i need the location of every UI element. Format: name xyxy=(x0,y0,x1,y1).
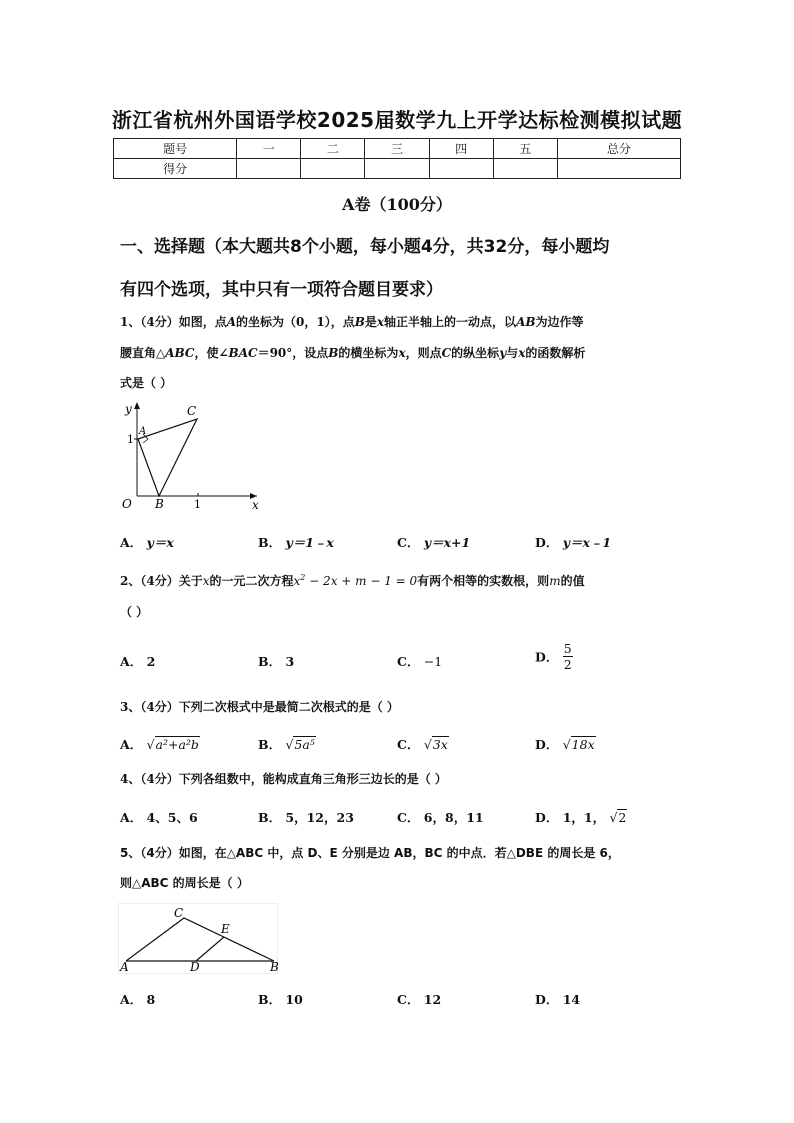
label-a: A xyxy=(120,960,129,974)
q4-option-a[interactable]: A． 4、5、6 xyxy=(120,810,198,825)
score-input-cell[interactable] xyxy=(301,159,365,179)
section-heading-line2: 有四个选项，其中只有一项符合题目要求） xyxy=(120,280,443,300)
fraction: $\frac{5}{2}$ xyxy=(563,641,572,672)
score-table-score-row xyxy=(114,159,681,179)
y-axis-arrow-icon xyxy=(134,402,140,409)
q1-line2: 腰直角△ABC，使∠BAC＝90°，设点B的横坐标为x，则点C的纵坐标y与x的函数解析 xyxy=(120,346,586,360)
score-table-header-row xyxy=(114,139,681,159)
score-cell: 一 xyxy=(237,139,301,159)
section-heading-line1: 一、选择题（本大题共8个小题，每小题4分，共32分，每小题均 xyxy=(120,237,610,257)
q5-option-b[interactable]: B． 10 xyxy=(258,992,303,1007)
q5-figure xyxy=(118,903,280,975)
volume-heading: A卷（100分） xyxy=(342,195,452,214)
q4-stem: 4、（4分）下列各组数中，能构成直角三角形三边长的是（ ） xyxy=(120,772,447,786)
score-cell: 四 xyxy=(429,139,493,159)
q2-line2: （ ） xyxy=(120,605,149,619)
label-c: C xyxy=(174,906,184,920)
q5-option-c[interactable]: C． 12 xyxy=(397,992,442,1007)
label-one-x: 1 xyxy=(194,498,201,511)
q1-option-b[interactable]: B． y＝1﹣x xyxy=(258,535,334,550)
q4-option-d[interactable]: D． 1，1， √2 xyxy=(535,810,627,825)
score-input-cell[interactable] xyxy=(557,159,680,179)
q5-line2: 则△ABC 的周长是（ ） xyxy=(120,876,249,890)
score-input-cell[interactable] xyxy=(429,159,493,179)
label-y: y xyxy=(125,402,132,416)
q1-line3: 式是（ ） xyxy=(120,376,173,390)
q5-option-a[interactable]: A． 8 xyxy=(120,992,156,1007)
q2-option-d[interactable]: D． $\frac{5}{2}$ xyxy=(535,641,572,672)
q3-option-b[interactable]: B． √5a⁵ xyxy=(258,737,315,752)
q1-option-d[interactable]: D． y＝x﹣1 xyxy=(535,535,612,550)
label-b: B xyxy=(270,960,279,974)
q2-option-a[interactable]: A． 2 xyxy=(120,654,156,669)
label-o: O xyxy=(122,497,132,511)
q5-option-d[interactable]: D． 14 xyxy=(535,992,581,1007)
q1-line1: 1、（4分）如图，点A的坐标为（0，1），点B是x轴正半轴上的一动点，以AB为边作等 xyxy=(120,315,584,329)
q4-option-c[interactable]: C． 6，8，11 xyxy=(397,810,484,825)
q5-line1: 5、（4分）如图，在△ABC 中，点 D、E 分别是边 AB，BC 的中点．若△DBE 的周长是 6， xyxy=(120,846,620,860)
score-cell: 三 xyxy=(365,139,429,159)
label-c: C xyxy=(187,404,197,418)
label-b: B xyxy=(155,497,164,511)
score-cell: 总分 xyxy=(557,139,680,159)
q3-option-c[interactable]: C． √3x xyxy=(397,737,448,752)
label-d: D xyxy=(190,960,200,974)
q2-option-c[interactable]: C． −1 xyxy=(397,654,443,669)
score-cell: 题号 xyxy=(114,139,237,159)
q1-option-a[interactable]: A． y＝x xyxy=(120,535,174,550)
score-table xyxy=(113,138,681,179)
score-input-cell[interactable] xyxy=(237,159,301,179)
score-cell: 得分 xyxy=(114,159,237,179)
label-a: A xyxy=(139,426,147,437)
q1-figure xyxy=(115,398,275,516)
q3-stem: 3、（4分）下列二次根式中是最简二次根式的是（ ） xyxy=(120,700,399,714)
q2-option-b[interactable]: B． 3 xyxy=(258,654,295,669)
score-input-cell[interactable] xyxy=(365,159,429,179)
q1-option-c[interactable]: C． y＝x+1 xyxy=(397,535,471,550)
label-one-y: 1 xyxy=(127,433,134,446)
score-input-cell[interactable] xyxy=(493,159,557,179)
q2-line1: 2、（4分）关于x的一元二次方程$x^2 - 2x + m - 1 = 0$有两个相等的实数根，则m的值 xyxy=(120,573,585,588)
q3-option-d[interactable]: D． √18x xyxy=(535,737,595,752)
label-e: E xyxy=(221,922,230,936)
score-cell: 五 xyxy=(493,139,557,159)
page-title: 浙江省杭州外国语学校2025届数学九上开学达标检测模拟试题 xyxy=(111,108,683,132)
score-cell: 二 xyxy=(301,139,365,159)
triangle-abc xyxy=(138,419,197,496)
q3-option-a[interactable]: A． √a²+a²b xyxy=(120,737,199,752)
q4-option-b[interactable]: B． 5，12，23 xyxy=(258,810,354,825)
label-x: x xyxy=(252,498,259,512)
